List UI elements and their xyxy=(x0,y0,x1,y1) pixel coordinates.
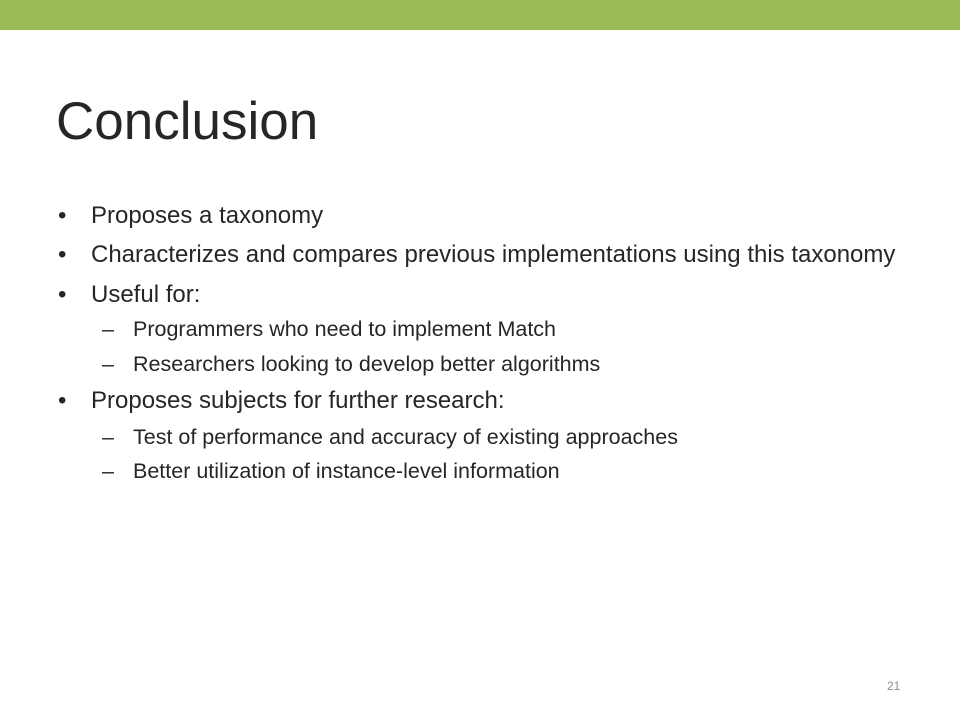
top-accent-bar xyxy=(0,0,960,30)
sub-bullet-item xyxy=(0,351,960,377)
sub-bullet-marker: – xyxy=(102,352,114,376)
sub-bullet-text: Programmers who need to implement Match xyxy=(133,317,557,341)
sub-bullet-text: Test of performance and accuracy of existing approaches xyxy=(133,425,678,449)
page-number: 21 xyxy=(887,679,901,693)
bullet-line xyxy=(0,281,960,309)
sub-bullet-marker: – xyxy=(102,425,114,449)
bullet-line xyxy=(0,387,960,415)
bullet-line xyxy=(0,241,960,269)
bullet-text: Characterizes and compares previous implementations using this taxonomy xyxy=(91,241,896,268)
bullet-line xyxy=(0,202,960,230)
sub-bullet-text: Better utilization of instance-level information xyxy=(133,459,560,483)
bullet-text: Proposes subjects for further research: xyxy=(91,387,505,414)
bullet-marker: • xyxy=(58,202,67,229)
bullet-text: Useful for: xyxy=(91,281,201,308)
bullet-marker: • xyxy=(58,281,67,308)
slide-title: Conclusion xyxy=(56,92,319,151)
bullet-marker: • xyxy=(58,387,67,414)
bullet-marker: • xyxy=(58,241,67,268)
sub-bullet-marker: – xyxy=(102,459,114,483)
bullet-text: Proposes a taxonomy xyxy=(91,202,324,229)
sub-bullet-text: Researchers looking to develop better algorithms xyxy=(133,352,601,376)
sub-bullet-item xyxy=(0,458,960,484)
sub-bullet-item xyxy=(0,424,960,450)
sub-bullet-item xyxy=(0,316,960,342)
sub-bullet-marker: – xyxy=(102,317,114,341)
